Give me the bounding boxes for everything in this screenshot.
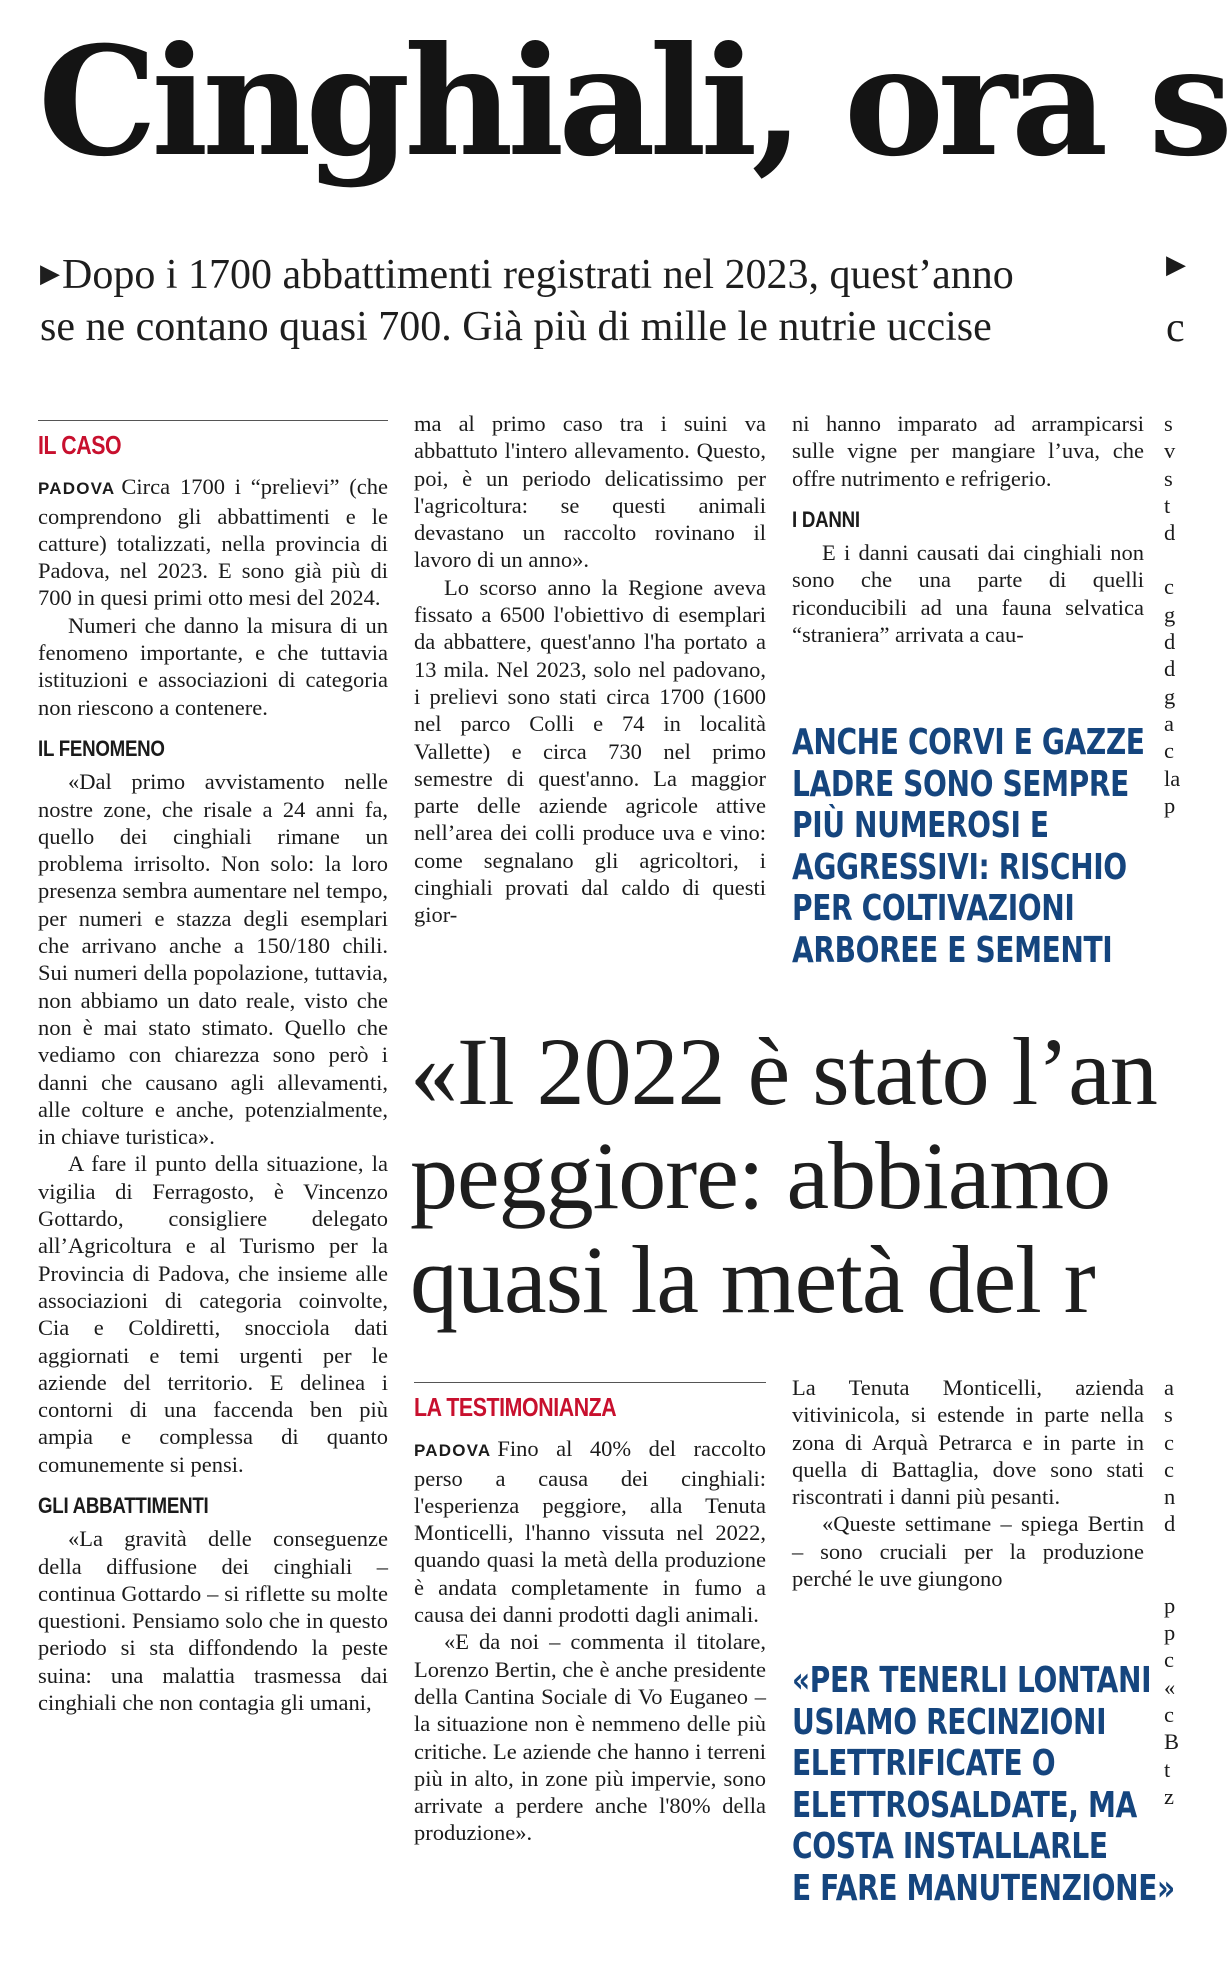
edge-column-bottom: a s c c n d p p c « c B t z xyxy=(1164,1375,1180,1809)
article-column-1 xyxy=(38,424,388,1716)
paragraph: «Dal primo avvistamento nelle nostre zone, che risale a 24 anni fa, quello dei cinghiali rimane un problema irrisolto. Non solo: la loro presenza sembra aumentare nel tempo, per numeri e stazza degli esemplari che arrivano anche a 150/180 chili. Sui numeri della popolazione, tuttavia, non abbiamo un dato reale, visto che non è mai stato stimato. Quello che vediamo con chiarezza sono però i danni che causano agli allevamenti, alle colture e anche, potenzialmente, in chiave turistica». xyxy=(38,769,388,1150)
section-heading-abbattimenti: GLI ABBATTIMENTI xyxy=(38,1492,209,1518)
paragraph: PADOVA Circa 1700 i “prelievi” (che comprendono gli abbattimenti e le catture) totalizzati, nella provincia di Padova, nel 2023. E sono già più di 700 in quesi primi otto mesi del 2024. xyxy=(38,474,388,611)
paragraph: PADOVA Fino al 40% del raccolto perso a causa dei cinghiali: l'esperienza peggiore, alla Tenuta Monticelli, l'hanno vissuta nel 2022, quando quasi la metà della produzione è andata completamente in fumo a causa dei danni prodotti dagli animali. xyxy=(414,1436,766,1628)
section-heading-danni: I DANNI xyxy=(792,506,860,532)
paragraph: «Queste settimane – spiega Bertin – sono cruciali per la produzione perché le uve giungono xyxy=(792,1511,1144,1592)
pull-quote-corvi: ANCHE CORVI E GAZZE LADRE SONO SEMPRE PIÙ NUMEROSI E AGGRESSIVI: RISCHIO PER COLTIVAZIONI ARBOREE E SEMENTI xyxy=(792,722,1145,971)
paragraph: ma al primo caso tra i suini va abbattuto l'intero allevamento. Questo, poi, è un periodo delicatissimo per l'agricoltura: se questi animali devastano un raccolto rovinano il lavoro di un anno». xyxy=(414,411,766,573)
testimonianza-column-1 xyxy=(414,1386,766,1847)
edge-letter: c xyxy=(1166,305,1185,351)
paragraph: A fare il punto della situazione, la vigilia di Ferragosto, è Vincenzo Gottardo, consigliere delegato all’Agricoltura e al Turismo per la Provincia di Padova, che insieme alle associazioni di categoria coinvolte, Cia e Coldiretti, snocciola dati aggiornati e temi urgenti per le aziende del territorio. E delinea i contorni di una faccenda ben più ampia e complessa di quanto comunemente si pensi. xyxy=(38,1151,388,1477)
paragraph: ni hanno imparato ad arrampicarsi sulle vigne per mangiare l’uva, che offre nutrimento e refrigerio. xyxy=(792,411,1144,491)
article-column-2 xyxy=(414,410,766,929)
edge-marker: ▶ xyxy=(1166,250,1186,279)
dateline: PADOVA xyxy=(38,479,116,499)
dateline: PADOVA xyxy=(414,1441,492,1461)
pull-quote-recinzioni: «PER TENERLI LONTANI USIAMO RECINZIONI ELETTRIFICATE O ELETTROSALDATE, MA COSTA INSTALLARLE E FARE MANUTENZIONE» xyxy=(792,1660,1175,1909)
subheadline-line-2: se ne contano quasi 700. Già più di mille le nutrie uccise xyxy=(40,304,992,350)
edge-column-top: s v s t d c g d d g a c la p xyxy=(1164,411,1181,818)
paragraph: E i danni causati dai cinghiali non sono che una parte di quelli riconducibili ad una fauna selvatica “straniera” arrivata a cau- xyxy=(792,540,1144,648)
subheadline-line-1: ▶Dopo i 1700 abbattimenti registrati nel 2023, quest’anno xyxy=(40,252,1014,298)
kicker-il-caso: IL CASO xyxy=(38,430,122,460)
paragraph: La Tenuta Monticelli, azienda vitivinicola, si estende in parte nella zona di Arquà Petrarca e in parte in quella di Battaglia, dove sono stati riscontrati i danni più pesanti. xyxy=(792,1375,1144,1510)
subheadline xyxy=(40,248,1179,353)
column-rule xyxy=(414,1382,766,1383)
large-quote: «Il 2022 è stato l’an peggiore: abbiamo quasi la metà del r xyxy=(410,1018,1157,1333)
article-column-3 xyxy=(792,410,1144,648)
paragraph: Numeri che danno la misura di un fenomeno importante, e che tuttavia istituzioni e associazioni di categoria non riescono a contenere. xyxy=(38,612,388,720)
column-rule xyxy=(38,420,388,421)
testimonianza-column-2 xyxy=(792,1374,1144,1592)
paragraph: Lo scorso anno la Regione aveva fissato a 6500 l'obiettivo di esemplari da abbattere, quest'anno l'ha portato a 13 mila. Nel 2023, solo nel padovano, i prelievi sono stati circa 1700 (1600 nel parco Colli e 74 in località Vallette) e circa 730 nel primo semestre di quest'anno. La maggior parte delle aziende agricole attive nell’area dei colli produce uva e vino: come segnalano gli agricoltori, i cinghiali provati dal caldo di questi gior- xyxy=(414,574,766,928)
triangle-marker-icon: ▶ xyxy=(40,259,60,288)
paragraph: «La gravità delle conseguenze della diffusione dei cinghiali – continua Gottardo – si riflette su molte questioni. Pensiamo solo che in questo periodo si sta diffondendo la peste suina: una malattia trasmessa dai cinghiali che non contagia gli umani, xyxy=(38,1526,388,1716)
kicker-testimonianza: LA TESTIMONIANZA xyxy=(414,1392,617,1422)
paragraph: «E da noi – commenta il titolare, Lorenzo Bertin, che è anche presidente della Cantina Sociale di Vo Euganeo – la situazione non è nemmeno delle più critiche. Le aziende che hanno i terreni più in alto, in zone più impervie, sono arrivate a perdere anche l'80% della produzione». xyxy=(414,1629,766,1846)
section-heading-fenomeno: IL FENOMENO xyxy=(38,735,165,761)
headline: Cinghiali, ora s xyxy=(38,14,1227,190)
